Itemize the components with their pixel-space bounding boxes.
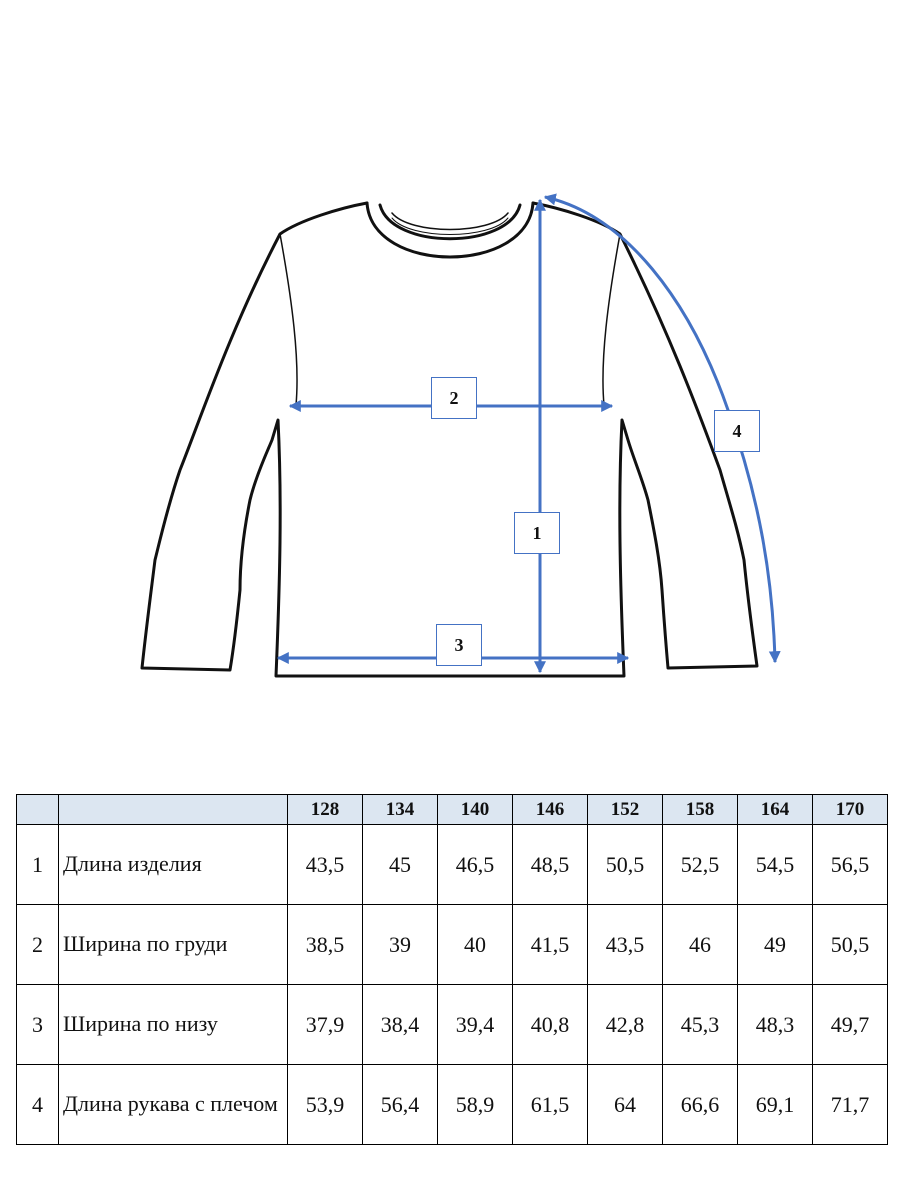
table-cell: 41,5 bbox=[513, 905, 588, 985]
table-cell: 53,9 bbox=[288, 1065, 363, 1145]
row-name: Ширина по груди bbox=[59, 905, 288, 985]
header-cell-empty bbox=[17, 795, 59, 825]
table-row bbox=[17, 825, 888, 905]
table-cell: 56,5 bbox=[813, 825, 888, 905]
table-cell: 66,6 bbox=[663, 1065, 738, 1145]
table-cell: 56,4 bbox=[363, 1065, 438, 1145]
table-cell: 45,3 bbox=[663, 985, 738, 1065]
table-row bbox=[17, 985, 888, 1065]
table-cell: 39,4 bbox=[438, 985, 513, 1065]
size-header: 140 bbox=[438, 795, 513, 825]
table-cell: 69,1 bbox=[738, 1065, 813, 1145]
table-cell: 54,5 bbox=[738, 825, 813, 905]
length-label: 1 bbox=[514, 512, 560, 554]
size-header: 128 bbox=[288, 795, 363, 825]
table-cell: 48,3 bbox=[738, 985, 813, 1065]
table-cell: 40,8 bbox=[513, 985, 588, 1065]
table-cell: 46,5 bbox=[438, 825, 513, 905]
size-header: 170 bbox=[813, 795, 888, 825]
table-cell: 39 bbox=[363, 905, 438, 985]
size-header: 158 bbox=[663, 795, 738, 825]
row-number: 4 bbox=[17, 1065, 59, 1145]
table-header-row bbox=[17, 795, 888, 825]
chest-width-label: 2 bbox=[431, 377, 477, 419]
size-header: 134 bbox=[363, 795, 438, 825]
row-number: 3 bbox=[17, 985, 59, 1065]
size-header: 164 bbox=[738, 795, 813, 825]
table-cell: 52,5 bbox=[663, 825, 738, 905]
size-header: 152 bbox=[588, 795, 663, 825]
garment-outline bbox=[142, 203, 757, 676]
row-name: Длина изделия bbox=[59, 825, 288, 905]
table-cell: 46 bbox=[663, 905, 738, 985]
row-name: Ширина по низу bbox=[59, 985, 288, 1065]
table-cell: 64 bbox=[588, 1065, 663, 1145]
size-chart-table bbox=[16, 794, 888, 1145]
table-row bbox=[17, 1065, 888, 1145]
table-cell: 38,4 bbox=[363, 985, 438, 1065]
sleeve-length-label: 4 bbox=[714, 410, 760, 452]
table-row bbox=[17, 905, 888, 985]
table-cell: 50,5 bbox=[588, 825, 663, 905]
table-cell: 49 bbox=[738, 905, 813, 985]
table-cell: 37,9 bbox=[288, 985, 363, 1065]
size-header: 146 bbox=[513, 795, 588, 825]
table-cell: 48,5 bbox=[513, 825, 588, 905]
hem-width-label: 3 bbox=[436, 624, 482, 666]
table-cell: 71,7 bbox=[813, 1065, 888, 1145]
table-cell: 58,9 bbox=[438, 1065, 513, 1145]
table-cell: 42,8 bbox=[588, 985, 663, 1065]
row-number: 1 bbox=[17, 825, 59, 905]
row-name: Длина рукава с плечом bbox=[59, 1065, 288, 1145]
header-cell-empty bbox=[59, 795, 288, 825]
table-cell: 38,5 bbox=[288, 905, 363, 985]
table-cell: 45 bbox=[363, 825, 438, 905]
row-number: 2 bbox=[17, 905, 59, 985]
measurement-lines bbox=[278, 197, 775, 672]
table-cell: 43,5 bbox=[288, 825, 363, 905]
table-cell: 43,5 bbox=[588, 905, 663, 985]
table-cell: 40 bbox=[438, 905, 513, 985]
table-cell: 61,5 bbox=[513, 1065, 588, 1145]
table-cell: 49,7 bbox=[813, 985, 888, 1065]
table-cell: 50,5 bbox=[813, 905, 888, 985]
